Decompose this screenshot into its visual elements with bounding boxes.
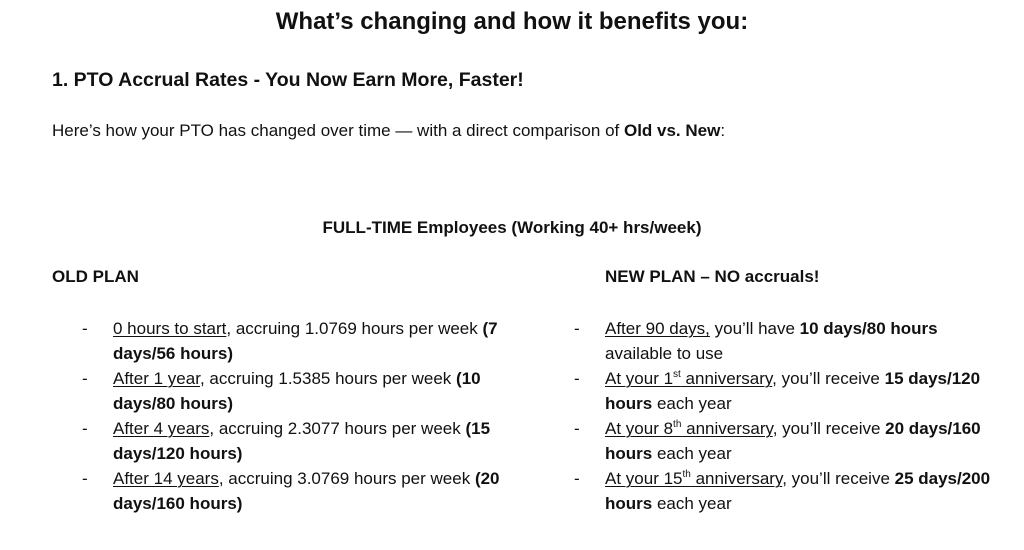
- list-item: [82, 416, 502, 466]
- list-item: [82, 366, 502, 416]
- total-text: (7 days/56 hours): [113, 319, 498, 363]
- bullet-dash: -: [82, 319, 88, 338]
- old-plan-heading: OLD PLAN: [52, 267, 139, 286]
- total-text: 10 days/80 hours: [799, 319, 938, 338]
- milestone-post: anniversary: [690, 469, 783, 488]
- milestone-text: [605, 469, 782, 488]
- intro-bold-text: Old vs. New: [623, 121, 721, 140]
- list-item: [574, 316, 994, 366]
- list-item: [574, 366, 994, 416]
- bullet-dash: -: [82, 419, 88, 438]
- total-text: (20 days/160 hours): [113, 469, 500, 513]
- intro-text: Here’s how your PTO has changed over time — with a direct comparison of: [52, 121, 624, 140]
- new-plan-list: [574, 316, 994, 516]
- employee-type-subtitle: FULL-TIME Employees (Working 40+ hrs/week): [322, 218, 702, 237]
- benefit-end-text: available to use: [605, 344, 724, 363]
- benefit-text: , you’ll receive: [782, 469, 895, 488]
- milestone-text: [605, 419, 773, 438]
- milestone-post: anniversary: [680, 369, 773, 388]
- accrual-text: , accruing 2.3077 hours per week: [209, 419, 466, 438]
- total-text: (10 days/80 hours): [113, 369, 481, 413]
- list-item: [82, 316, 502, 366]
- bullet-dash: -: [574, 369, 580, 388]
- new-plan-heading: NEW PLAN – NO accruals!: [605, 267, 820, 286]
- benefit-text: you’ll have: [709, 319, 800, 338]
- bullet-dash: -: [82, 469, 88, 488]
- ordinal-suffix: th: [673, 419, 682, 430]
- bullet-dash: -: [574, 319, 580, 338]
- benefit-end-text: each year: [652, 394, 732, 413]
- total-text: 20 days/160 hours: [605, 419, 981, 463]
- milestone-text: After 4 years: [113, 419, 210, 438]
- benefit-text: , you’ll receive: [772, 419, 886, 438]
- bullet-dash: -: [574, 469, 580, 488]
- list-item: [574, 416, 994, 466]
- ordinal-suffix: st: [673, 369, 681, 380]
- list-item: [82, 466, 502, 516]
- total-text: 25 days/200 hours: [605, 469, 991, 513]
- milestone-text: 0 hours to start: [113, 319, 227, 338]
- milestone-text: After 14 years: [113, 469, 219, 488]
- intro-paragraph: [52, 121, 725, 141]
- accrual-text: , accruing 3.0769 hours per week: [218, 469, 475, 488]
- milestone-text: After 90 days,: [605, 319, 710, 338]
- list-item: [574, 466, 994, 516]
- ordinal-suffix: th: [682, 469, 691, 480]
- milestone-pre: At your 8: [605, 419, 674, 438]
- old-plan-list: [82, 316, 502, 516]
- benefit-end-text: each year: [652, 444, 732, 463]
- milestone-pre: At your 15: [605, 469, 683, 488]
- total-text: (15 days/120 hours): [113, 419, 491, 463]
- section-heading: 1. PTO Accrual Rates - You Now Earn More, Faster!: [52, 69, 524, 91]
- benefit-text: , you’ll receive: [772, 369, 885, 388]
- accrual-text: , accruing 1.0769 hours per week: [226, 319, 483, 338]
- milestone-post: anniversary: [681, 419, 773, 438]
- milestone-pre: At your 1: [605, 369, 674, 388]
- intro-end: :: [720, 121, 726, 140]
- bullet-dash: -: [82, 369, 88, 388]
- benefit-end-text: each year: [652, 494, 732, 513]
- total-text: 15 days/120 hours: [605, 369, 981, 413]
- bullet-dash: -: [574, 419, 580, 438]
- page-title: What’s changing and how it benefits you:: [275, 8, 749, 35]
- milestone-text: After 1 year: [113, 369, 200, 388]
- accrual-text: , accruing 1.5385 hours per week: [199, 369, 457, 388]
- milestone-text: [605, 369, 772, 388]
